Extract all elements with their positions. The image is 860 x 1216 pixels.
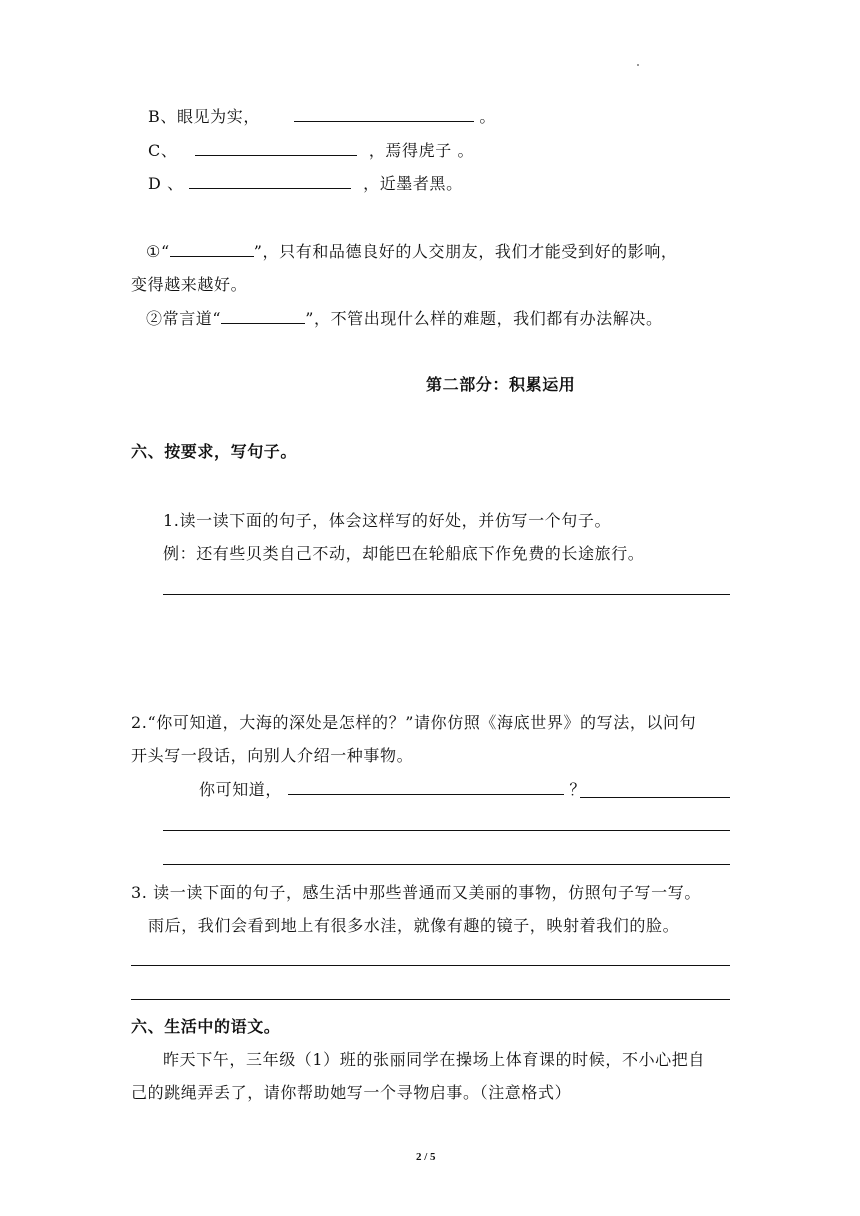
idiom-c (148, 140, 474, 162)
q2-answer-line-2[interactable] (163, 864, 730, 865)
q2-instruction-line2: 开头写一段话，向别人介绍一种事物。 (131, 746, 414, 765)
proverb-q2 (146, 308, 663, 330)
q2-prompt: 你可知道， (199, 780, 283, 799)
life-paragraph-line1: 昨天下午，三年级（1）班的张丽同学在操场上体育课的时候，不小心把自 (163, 1050, 705, 1069)
idiom-b (148, 106, 496, 128)
idiom-c-prefix: C、 (148, 141, 178, 160)
idiom-d (148, 173, 463, 195)
scan-dot (637, 64, 639, 66)
q2-question-mark: ？ (569, 780, 586, 799)
q2-instruction-line1: 2.“你可知道，大海的深处是怎样的？”请你仿照《海底世界》的写法，以问句 (131, 713, 697, 732)
proverb-q1-blank[interactable] (170, 241, 254, 257)
q3-example: 雨后，我们会看到地上有很多水洼，就像有趣的镜子，映射着我们的脸。 (148, 916, 680, 935)
idiom-b-end: 。 (479, 107, 496, 126)
q3-answer-line-1[interactable] (131, 965, 730, 966)
idiom-d-blank[interactable] (189, 173, 351, 189)
life-paragraph-line2: 己的跳绳弄丢了，请你帮助她写一个寻物启事。（注意格式） (131, 1083, 572, 1102)
q3-answer-line-2[interactable] (131, 999, 730, 1000)
proverb-q1 (146, 241, 678, 263)
q2-prompt-row (199, 779, 586, 801)
idiom-b-prefix: B、眼见为实， (148, 107, 260, 126)
section6-heading: 六、按要求，写句子。 (131, 442, 298, 461)
q1-answer-line[interactable] (163, 594, 730, 595)
proverb-q1-rest: ”，只有和品德良好的人交朋友，我们才能受到好的影响， (253, 242, 678, 261)
idiom-c-suffix: ，焉得虎子 。 (368, 141, 475, 160)
proverb-q2-prefix: ②常言道“ (146, 309, 222, 328)
q2-answer-line-1[interactable] (163, 830, 730, 831)
idiom-b-blank[interactable] (294, 106, 474, 122)
q3-instruction: 3. 读一读下面的句子，感生活中那些普通而又美丽的事物，仿照句子写一写。 (131, 883, 701, 902)
idiom-d-suffix: ，近墨者黑。 (363, 174, 463, 193)
idiom-c-blank[interactable] (195, 140, 357, 156)
q2-answer-line-0[interactable] (580, 797, 730, 798)
proverb-q1-continuation: 变得越来越好。 (131, 275, 248, 294)
proverb-q2-blank[interactable] (221, 308, 305, 324)
page-number: 2 / 5 (416, 1151, 436, 1163)
proverb-q2-rest: ”，不管出现什么样的难题，我们都有办法解决。 (305, 309, 663, 328)
q1-example: 例：还有些贝类自己不动，却能巴在轮船底下作免费的长途旅行。 (163, 544, 645, 563)
idiom-d-prefix: D 、 (148, 174, 184, 193)
life-section-heading: 六、生活中的语文。 (131, 1017, 281, 1036)
q2-question-blank[interactable] (288, 779, 564, 795)
part2-title: 第二部分：积累运用 (426, 375, 576, 394)
q1-instruction: 1.读一读下面的句子，体会这样写的好处，并仿写一个句子。 (163, 511, 612, 530)
proverb-q1-num: ①“ (146, 242, 170, 261)
